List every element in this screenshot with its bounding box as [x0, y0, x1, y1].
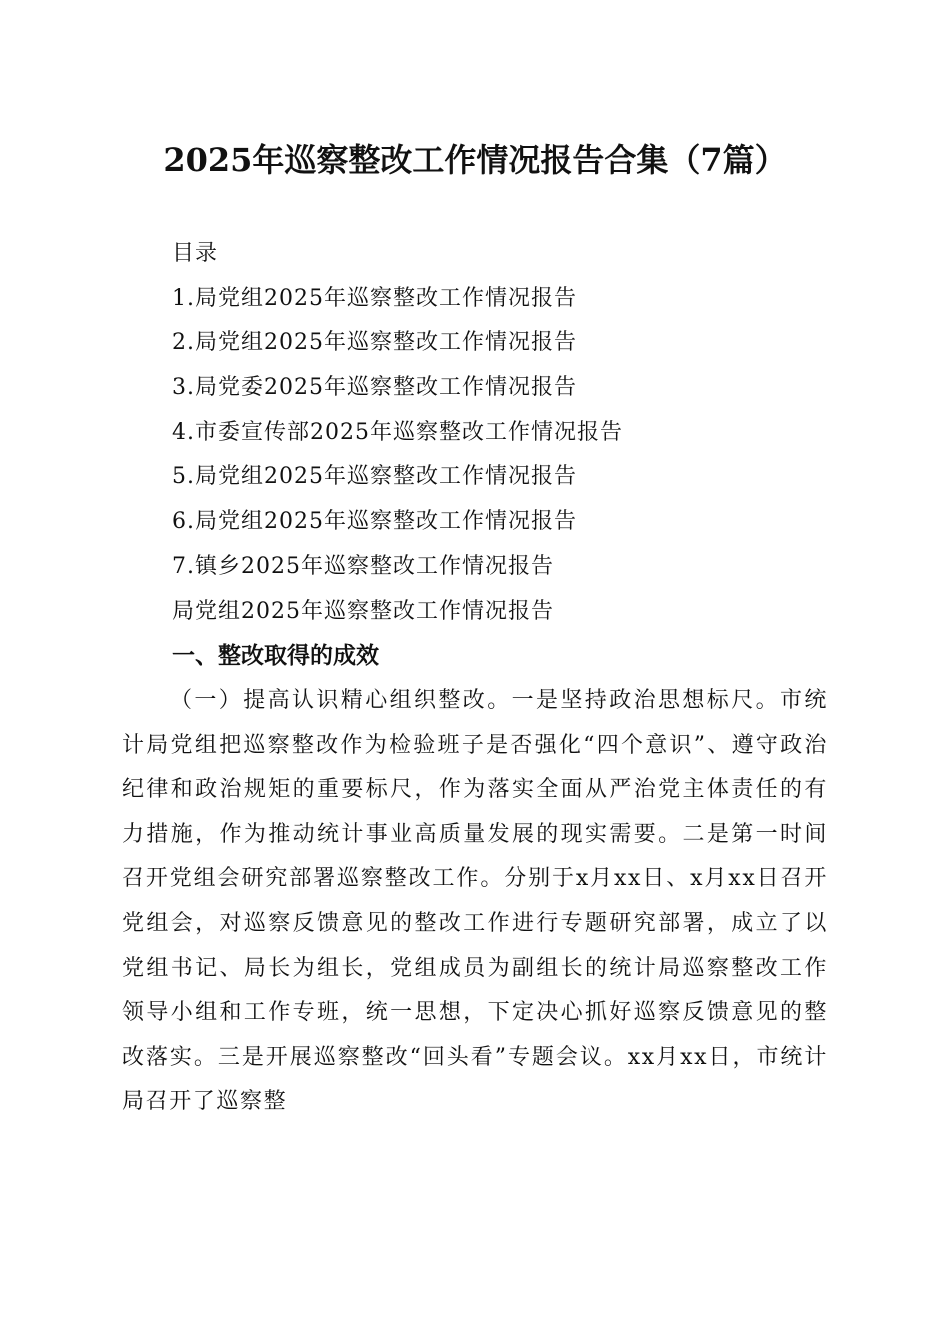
- toc-item: 5.局党组2025年巡察整改工作情况报告: [172, 464, 577, 490]
- toc-item: 7.镇乡2025年巡察整改工作情况报告: [172, 553, 554, 579]
- toc-item: 1.局党组2025年巡察整改工作情况报告: [172, 285, 577, 311]
- toc-heading: 目录: [172, 241, 219, 266]
- toc-item: 3.局党委2025年巡察整改工作情况报告: [172, 375, 577, 401]
- toc-item: 2.局党组2025年巡察整改工作情况报告: [172, 330, 577, 356]
- article-title: 局党组2025年巡察整改工作情况报告: [172, 598, 554, 624]
- section-heading: 一、整改取得的成效: [172, 643, 379, 669]
- toc-item: 6.局党组2025年巡察整改工作情况报告: [172, 509, 577, 535]
- toc-item: 4.市委宣传部2025年巡察整改工作情况报告: [172, 419, 623, 445]
- table-of-contents: [172, 232, 872, 634]
- document-title: 2025年巡察整改工作情况报告合集（7篇）: [163, 141, 787, 179]
- body-paragraph: （一）提高认识精心组织整改。一是坚持政治思想标尺。市统计局党组把巡察整改作为检验班子是否强化“四个意识”、遵守政治纪律和政治规矩的重要标尺，作为落实全面从严治党主体责任的有力措施，作为推动统计事业高质量发展的现实需要。二是第一时间召开党组会研究部署巡察整改工作。分别于x月xx日、x月xx日召开党组会，对巡察反馈意见的整改工作进行专题研究部署，成立了以党组书记、局长为组长，党组成员为副组长的统计局巡察整改工作领导小组和工作专班，统一思想，下定决心抓好巡察反馈意见的整改落实。三是开展巡察整改“回头看”专题会议。xx月xx日，市统计局召开了巡察整: [122, 688, 828, 1115]
